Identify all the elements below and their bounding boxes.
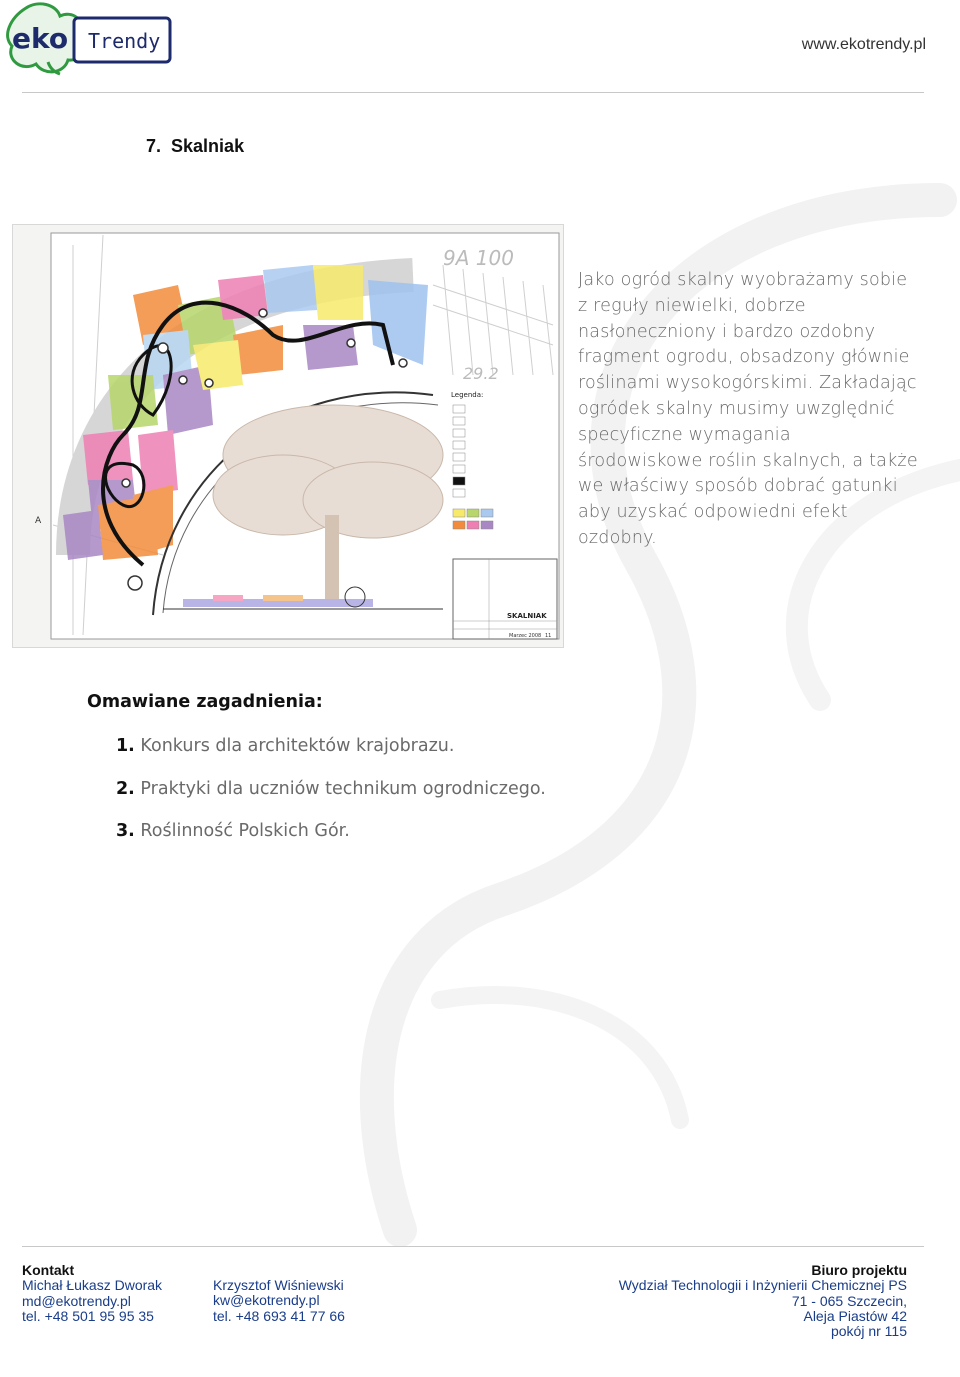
description-paragraph: Jako ogród skalny wyobrażamy sobie z reguły niewielki, dobrze nasłoneczniony i bardzo ozdobny fragment ogrodu, obsadzony głównie roślinami wysokogórskimi. Zakładając ogródek skalny musimy uwzględnić specyficzne wymagania środowiskowe roślin skalnych, a także we właściwy sposób dobrać gatunki aby uzyskać odpowiedni efekt ozdobny.: [578, 270, 918, 548]
list-item-number: 3.: [116, 821, 135, 841]
rock-garden-plan-image: [12, 224, 564, 648]
office-line: Wydział Technologii i Inżynierii Chemicznej PS: [618, 1277, 907, 1294]
office-line: 71 - 065 Szczecin,: [791, 1292, 907, 1309]
plan-sheet-date: Marzec 2008: [509, 633, 542, 639]
list-item-number: 2.: [116, 778, 135, 799]
topics-list: [116, 734, 546, 862]
list-item-text: Konkurs dla architektów krajobrazu.: [140, 736, 455, 756]
footer-office: [619, 1263, 907, 1339]
list-item: [116, 734, 546, 777]
person1-name: Michał Łukasz Dworak: [22, 1277, 163, 1294]
ekotrendy-logo[interactable]: [4, 2, 172, 76]
plan-road-label: 9A 100: [443, 246, 514, 270]
footer-contact-second: [213, 1278, 345, 1324]
office-line: Aleja Piastów 42: [803, 1307, 907, 1324]
footer-contact-label: Kontakt: [22, 1262, 75, 1278]
footer-office-label: Biuro projektu: [811, 1262, 907, 1278]
list-item-text: Roślinność Polskich Gór.: [140, 821, 350, 841]
list-item-text: Praktyki dla uczniów technikum ogrodniczego.: [140, 778, 546, 799]
section-heading: [146, 136, 244, 157]
person1-phone: tel. +48 501 95 95 35: [22, 1307, 154, 1324]
section-title: Skalniak: [171, 136, 245, 156]
section-number: 7.: [146, 136, 162, 156]
header-divider: [22, 92, 924, 93]
list-item-number: 1.: [116, 736, 135, 756]
plan-legend-title: Legenda:: [451, 391, 484, 399]
footer-divider: [22, 1246, 924, 1247]
plan-plot-label: 29.2: [463, 364, 499, 383]
plan-sheet-number: 11: [545, 633, 552, 639]
plan-sheet-title: SKALNIAK: [507, 612, 547, 620]
site-url-link[interactable]: www.ekotrendy.pl: [801, 36, 926, 53]
logo-trendy-text: Trendy: [88, 29, 161, 53]
topics-heading: Omawiane zagadnienia:: [87, 692, 323, 712]
person1-email-link[interactable]: md@ekotrendy.pl: [22, 1292, 131, 1309]
plan-section-mark: A: [35, 516, 42, 526]
list-item: [116, 819, 546, 862]
person2-name: Krzysztof Wiśniewski: [213, 1277, 344, 1293]
footer-contact: [22, 1263, 162, 1324]
list-item: [116, 777, 546, 820]
person2-phone: tel. +48 693 41 77 66: [213, 1307, 345, 1324]
office-line: pokój nr 115: [830, 1323, 907, 1340]
logo-eko-text: eko: [12, 22, 69, 55]
person2-email-link[interactable]: kw@ekotrendy.pl: [213, 1292, 320, 1309]
